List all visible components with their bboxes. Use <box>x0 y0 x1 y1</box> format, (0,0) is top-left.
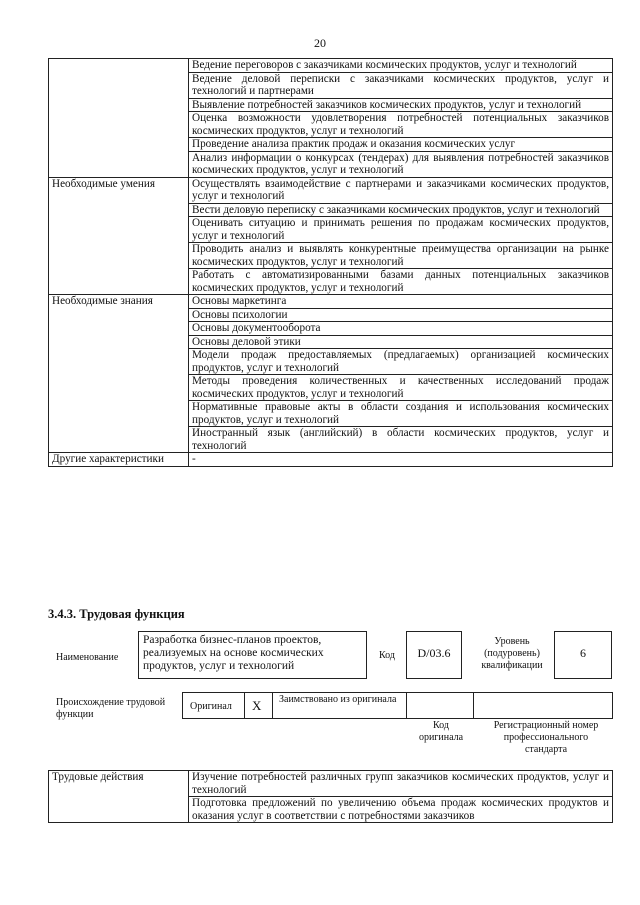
list-item: Подготовка предложений по увеличению объема продаж космических продуктов и оказания услуг в соответствии с потребностями заказчиков <box>189 797 613 823</box>
table-row <box>49 295 613 309</box>
table-row <box>49 177 613 203</box>
level-box: 6 <box>554 631 612 679</box>
list-item: Работать с автоматизированными базами данных потенциальных заказчиков космических продуктов, услуг и технологий <box>189 269 613 295</box>
code-label: Код <box>379 650 395 661</box>
list-item: Ведение деловой переписки с заказчиками космических продуктов, услуг и технологий и партнерами <box>189 72 613 98</box>
registration-number-caption: Регистрационный номер профессионального стандарта <box>493 720 599 755</box>
borrowed-label: Заимствовано из оригинала <box>279 694 397 705</box>
list-item: Вести деловую переписку с заказчиками космических продуктов, услуг и технологий <box>189 203 613 217</box>
list-item: Осуществлять взаимодействие с партнерами и заказчиками космических продуктов, услуг и технологий <box>189 177 613 203</box>
knowledge-label: Необходимые знания <box>49 295 189 453</box>
name-label: Наименование <box>56 652 119 663</box>
table-row <box>49 453 613 467</box>
labor-actions-label: Трудовые действия <box>49 771 189 823</box>
list-item: Проводить анализ и выявлять конкурентные преимущества организации на рынке космических продуктов, услуг и технологий <box>189 243 613 269</box>
other-characteristics-label: Другие характеристики <box>49 453 189 467</box>
original-label: Оригинал <box>190 701 232 712</box>
list-item: Иностранный язык (английский) в области космических продуктов, услуг и технологий <box>189 427 613 453</box>
list-item: Выявление потребностей заказчиков космических продуктов, услуг и технологий <box>189 98 613 112</box>
original-mark: X <box>252 698 262 713</box>
list-item: Основы маркетинга <box>189 295 613 309</box>
list-item: Основы документооборота <box>189 322 613 336</box>
other-characteristics-value: - <box>189 453 613 467</box>
page-number: 20 <box>314 36 326 50</box>
list-item: Методы проведения количественных и качественных исследований продаж космических продуктов, услуг и технологий <box>189 375 613 401</box>
labor-actions-table <box>48 770 613 823</box>
skills-label: Необходимые умения <box>49 177 189 295</box>
level-label: Уровень (подуровень) квалификации <box>481 636 543 671</box>
list-item: Основы психологии <box>189 308 613 322</box>
origin-divider <box>473 692 474 719</box>
function-requirements-table <box>48 58 613 467</box>
list-item: Анализ информации о конкурсах (тендерах) для выявления потребностей заказчиков космических продуктов, услуг и технологий <box>189 151 613 177</box>
section-title: 3.4.3. Трудовая функция <box>48 607 185 621</box>
list-item: Изучение потребностей различных групп заказчиков космических продуктов, услуг и технологий <box>189 771 613 797</box>
original-code-caption: Код оригинала <box>418 720 464 743</box>
origin-label: Происхождение трудовой функции <box>56 697 166 720</box>
code-box: D/03.6 <box>406 631 462 679</box>
origin-divider <box>406 692 407 719</box>
list-item: Модели продаж предоставляемых (предлагаемых) организацией космических продуктов, услуг и технологий <box>189 349 613 375</box>
list-item: Основы деловой этики <box>189 335 613 349</box>
table-row <box>49 59 613 73</box>
origin-divider <box>272 692 273 719</box>
origin-divider <box>244 692 245 719</box>
list-item: Оценка возможности удовлетворения потребностей потенциальных заказчиков космических продуктов, услуг и технологий <box>189 112 613 138</box>
list-item: Проведение анализа практик продаж и оказания космических услуг <box>189 138 613 152</box>
list-item: Нормативные правовые акты в области создания и использования космических продуктов, услуг и технологий <box>189 401 613 427</box>
list-item: Ведение переговоров с заказчиками космических продуктов, услуг и технологий <box>189 59 613 73</box>
function-name-box: Разработка бизнес-планов проектов, реализуемых на основе космических продуктов, услуг и технологий <box>138 631 367 679</box>
labor-actions-continued-label-cell <box>49 59 189 178</box>
list-item: Оценивать ситуацию и принимать решения по продажам космических продуктов, услуг и технологий <box>189 217 613 243</box>
table-row <box>49 771 613 797</box>
